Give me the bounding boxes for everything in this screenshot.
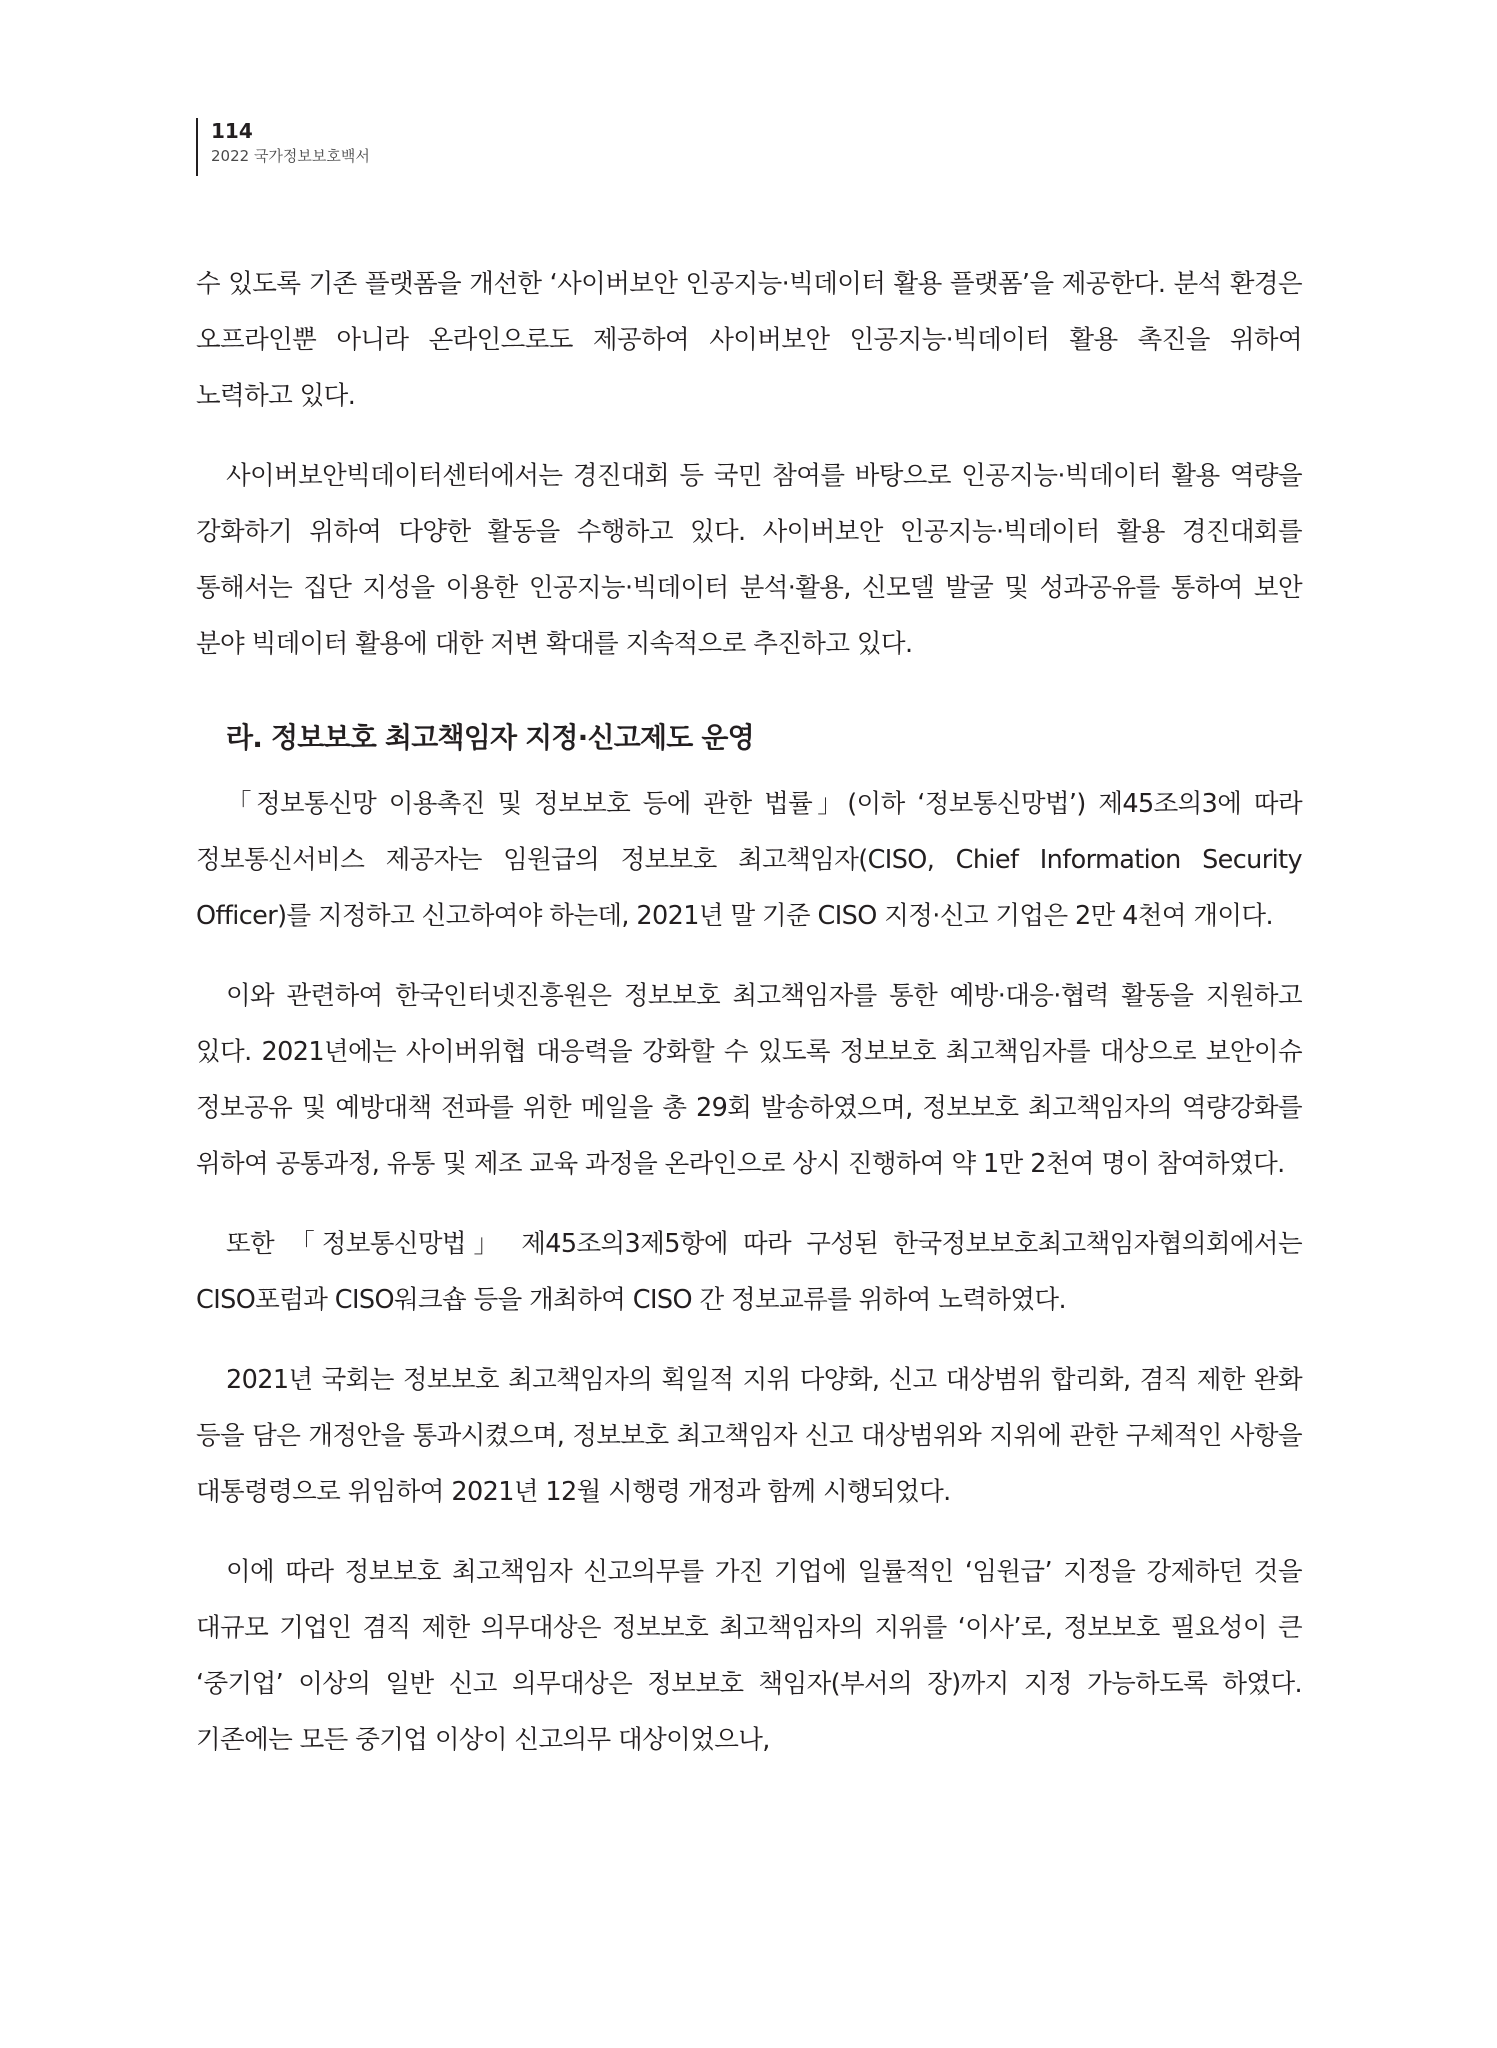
paragraph-ciso-law: 「정보통신망 이용촉진 및 정보보호 등에 관한 법률」(이하 ‘정보통신망법’) 제45조의3에 따라 정보통신서비스 제공자는 임원급의 정보보호 최고책임자(CISO, Chief Information Security Officer)를 지정하고 신고하여야 하는데, 2021년 말 기준 CISO 지정·신고 기업은 2만 4천여 개이다. [196, 789, 1302, 931]
page-number: 114 [211, 119, 253, 143]
section-heading: 라. 정보보호 최고책임자 지정·신고제도 운영 [226, 721, 754, 754]
running-title: 2022 국가정보보호백서 [211, 147, 370, 165]
body-content [196, 256, 1302, 1768]
paragraph-ciso-council: 또한 「정보통신망법」 제45조의3제5항에 따라 구성된 한국정보보호최고책임자협의회에서는 CISO포럼과 CISO워크숍 등을 개최하여 CISO 간 정보교류를 위하여 노력하였다. [196, 1229, 1302, 1315]
paragraph-obligation: 이에 따라 정보보호 최고책임자 신고의무를 가진 기업에 일률적인 ‘임원급’ 지정을 강제하던 것을 대규모 기업인 겸직 제한 의무대상은 정보보호 최고책임자의 지위를 ‘이사’로, 정보보호 필요성이 큰 ‘중기업’ 이상의 일반 신고 의무대상은 정보보호 책임자(부서의 장)까지 지정 가능하도록 하였다. 기존에는 모든 중기업 이상이 신고의무 대상이었으나, [196, 1557, 1302, 1755]
paragraph-kisa-support: 이와 관련하여 한국인터넷진흥원은 정보보호 최고책임자를 통한 예방·대응·협력 활동을 지원하고 있다. 2021년에는 사이버위협 대응력을 강화할 수 있도록 정보보호 최고책임자를 대상으로 보안이슈 정보공유 및 예방대책 전파를 위한 메일을 총 29회 발송하였으며, 정보보호 최고책임자의 역량강화를 위하여 공통과정, 유통 및 제조 교육 과정을 온라인으로 상시 진행하여 약 1만 2천여 명이 참여하였다. [196, 981, 1302, 1179]
page-header [196, 118, 370, 176]
paragraph-amendment: 2021년 국회는 정보보호 최고책임자의 획일적 지위 다양화, 신고 대상범위 합리화, 겸직 제한 완화 등을 담은 개정안을 통과시켰으며, 정보보호 최고책임자 신고 대상범위와 지위에 관한 구체적인 사항을 대통령령으로 위임하여 2021년 12월 시행령 개정과 함께 시행되었다. [196, 1365, 1302, 1507]
paragraph-bigdata-center: 사이버보안빅데이터센터에서는 경진대회 등 국민 참여를 바탕으로 인공지능·빅데이터 활용 역량을 강화하기 위하여 다양한 활동을 수행하고 있다. 사이버보안 인공지능·빅데이터 활용 경진대회를 통해서는 집단 지성을 이용한 인공지능·빅데이터 분석·활용, 신모델 발굴 및 성과공유를 통하여 보안 분야 빅데이터 활용에 대한 저변 확대를 지속적으로 추진하고 있다. [196, 461, 1302, 659]
paragraph-continued: 수 있도록 기존 플랫폼을 개선한 ‘사이버보안 인공지능·빅데이터 활용 플랫폼’을 제공한다. 분석 환경은 오프라인뿐 아니라 온라인으로도 제공하여 사이버보안 인공지능·빅데이터 활용 촉진을 위하여 노력하고 있다. [196, 269, 1302, 411]
